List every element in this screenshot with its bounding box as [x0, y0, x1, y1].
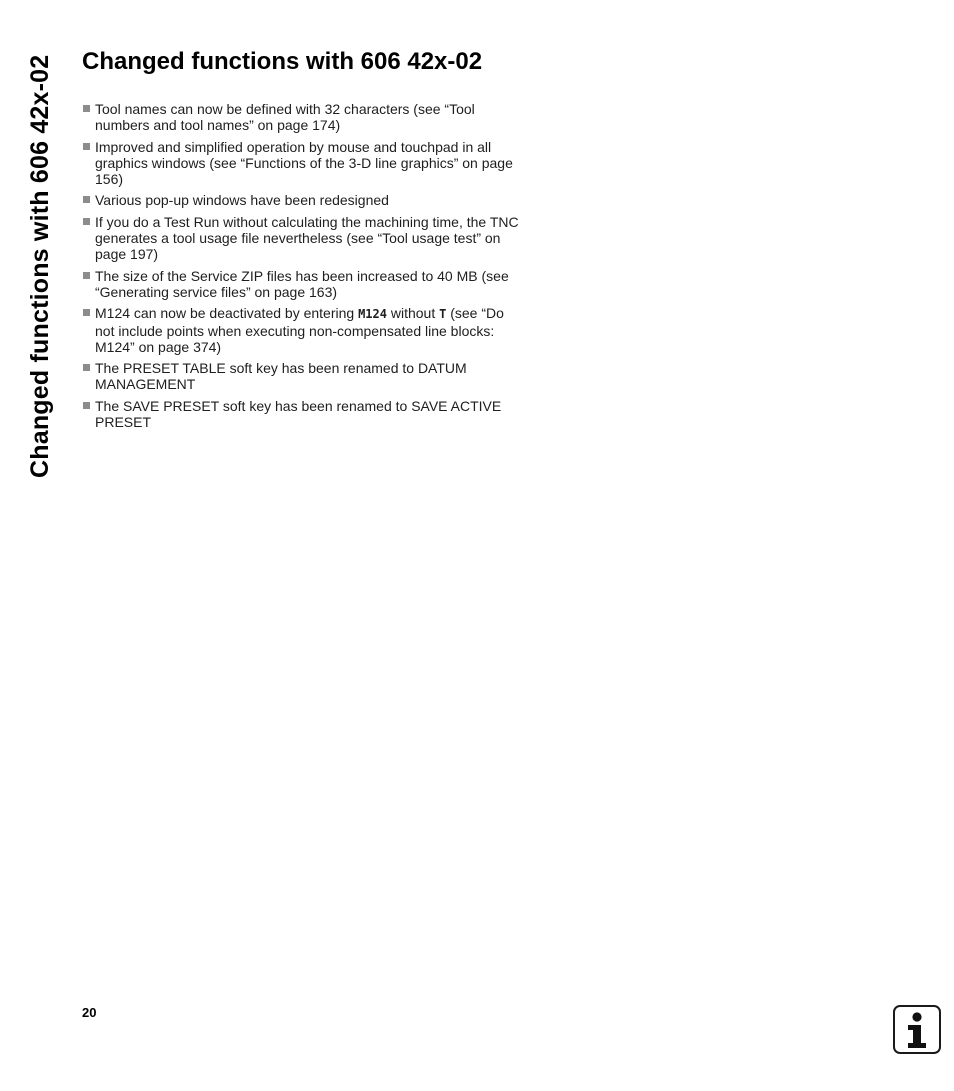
square-bullet-icon: [83, 364, 90, 371]
square-bullet-icon: [83, 143, 90, 150]
changed-functions-list: [82, 101, 527, 435]
page-number: 20: [82, 1005, 97, 1020]
square-bullet-icon: [83, 105, 90, 112]
list-item-text: If you do a Test Run without calculating the machining time, the TNC generates a tool usage file nevertheless (see “Tool usage test” on page 197): [95, 213, 519, 263]
list-item: [82, 214, 527, 263]
code-t: T: [439, 307, 447, 322]
list-item: [82, 101, 527, 134]
list-item-text: Improved and simplified operation by mouse and touchpad in all graphics windows (see “Functions of the 3-D line graphics” on page 156): [95, 138, 513, 188]
list-item-text: The size of the Service ZIP files has been increased to 40 MB (see “Generating service files” on page 163): [95, 267, 509, 300]
list-item-text: Various pop-up windows have been redesigned: [95, 192, 389, 209]
list-item: [82, 398, 527, 431]
square-bullet-icon: [83, 309, 90, 316]
list-item-text: The SAVE PRESET soft key has been renamed to SAVE ACTIVE PRESET: [95, 397, 502, 431]
list-item-text: The PRESET TABLE soft key has been renamed to DATUM MANAGEMENT: [95, 360, 467, 393]
square-bullet-icon: [83, 218, 90, 225]
list-item: [82, 360, 527, 393]
list-item-text: [95, 305, 504, 355]
list-item: [82, 192, 527, 208]
square-bullet-icon: [83, 196, 90, 203]
list-item: [82, 268, 527, 301]
info-icon: [893, 1005, 941, 1054]
square-bullet-icon: [83, 272, 90, 279]
page-title: Changed functions with 606 42x-02: [82, 48, 483, 75]
list-item-text: Tool names can now be defined with 32 characters (see “Tool numbers and tool names” on page 174): [95, 101, 475, 134]
square-bullet-icon: [83, 402, 90, 409]
info-glyph: [895, 1007, 939, 1052]
list-item: [82, 139, 527, 188]
text-segment: M124 can now be deactivated by entering: [95, 305, 359, 322]
side-running-title: Changed functions with 606 42x-02: [26, 54, 54, 478]
list-item: [82, 305, 527, 355]
code-m124: M124: [358, 307, 387, 322]
text-segment: (see “Do not include points when executing non-compensated line blocks: M124” on page 374): [95, 305, 504, 355]
text-segment: without: [386, 305, 440, 322]
